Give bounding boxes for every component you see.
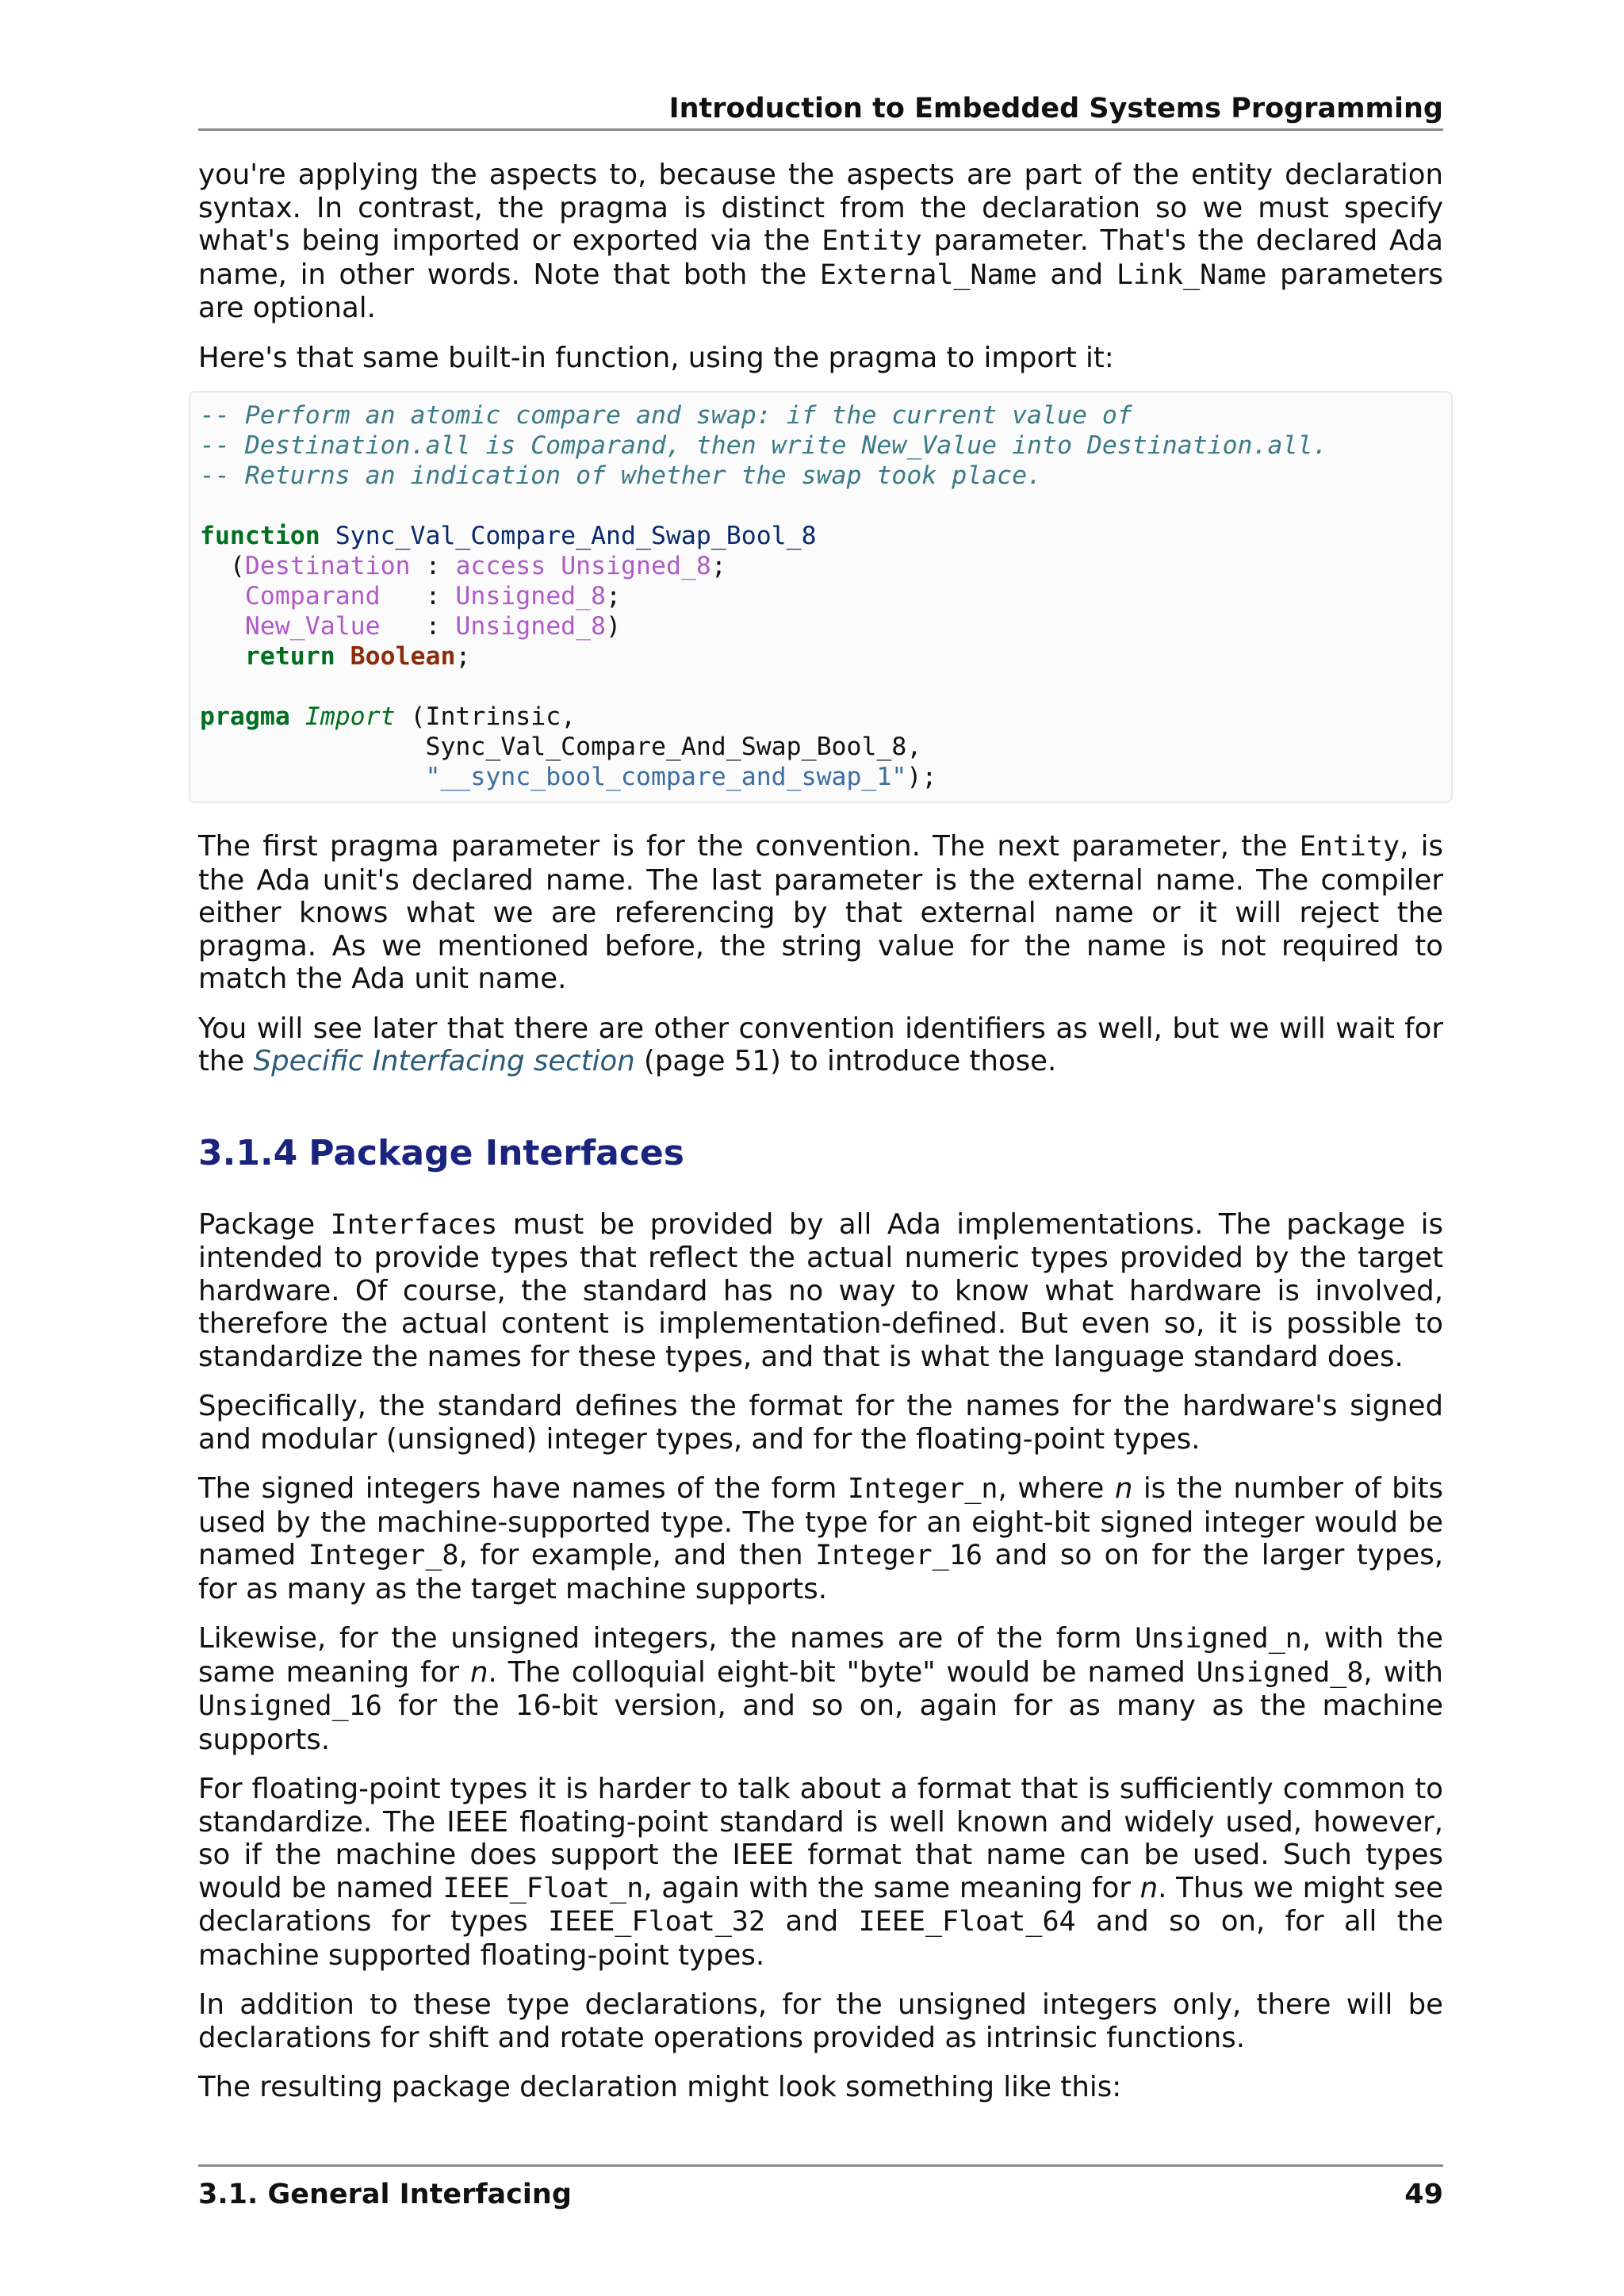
inline-code: Entity bbox=[822, 225, 922, 257]
code-parameter: Comparand bbox=[244, 582, 381, 610]
inline-code: Unsigned_16 bbox=[198, 1690, 382, 1722]
emphasis: n bbox=[469, 1655, 488, 1689]
code-line: Sync_Val_Compare_And_Swap_Bool_8, bbox=[425, 733, 922, 761]
code-parameter: New_Value bbox=[244, 612, 381, 641]
code-line: Comparand : Unsigned_8; bbox=[244, 582, 622, 610]
paragraph: Specifically, the standard defines the format for the names for the hardware's signed and modular (unsigned) integer types, and for the floating-point types. bbox=[198, 1390, 1443, 1456]
page-number: 49 bbox=[1404, 2179, 1443, 2210]
code-line bbox=[200, 521, 1442, 551]
code-comment: -- Returns an indication of whether the swap took place. bbox=[200, 461, 1043, 490]
inline-code: External_Name bbox=[819, 258, 1037, 291]
code-keyword: return bbox=[244, 642, 335, 671]
code-block bbox=[189, 391, 1453, 803]
inline-code: Unsigned_8 bbox=[1196, 1656, 1364, 1689]
section-heading bbox=[198, 1134, 1443, 1173]
section-title: Package Interfaces bbox=[308, 1132, 684, 1173]
code-pragma-name: Import bbox=[304, 702, 396, 731]
footer-section-title: 3.1. General Interfacing bbox=[198, 2179, 572, 2210]
paragraph: The resulting package declaration might look something like this: bbox=[198, 2071, 1122, 2103]
running-header bbox=[198, 89, 1443, 131]
code-type: Unsigned_8 bbox=[561, 552, 711, 580]
header-title: Introduction to Embedded Systems Programming bbox=[668, 93, 1443, 124]
page-content bbox=[198, 159, 1443, 2121]
paragraph: Here's that same built-in function, using the pragma to import it: bbox=[198, 341, 1114, 374]
code-keyword: access bbox=[455, 552, 546, 580]
code-blank-line bbox=[200, 491, 1442, 521]
paragraph: The signed integers have names of the form Integer_n, where n is the number of bits used by the machine-supported type. The type for an eight-bit signed integer would be named Integer_8, for example, and then Integer_16 and so on for the larger types, for as many as the target machine supports. bbox=[198, 1472, 1443, 1605]
inline-code: Integer_8 bbox=[308, 1540, 459, 1571]
paragraph: You will see later that there are other convention identifiers as well, but we will wait for the Specific Interfacing section (page 51) to introduce those. bbox=[198, 1012, 1443, 1077]
paragraph: Package Interfaces must be provided by all Ada implementations. The package is intended to provide types that reflect the actual numeric types provided by the target hardware. Of course, the standard has no way to know what hardware is involved, therefore the actual content is implementation-defined. But even so, it is possible to standardize the names for these types, and that is what the language standard does. bbox=[198, 1207, 1443, 1373]
code-type: Unsigned_8 bbox=[455, 582, 607, 610]
paragraph: you're applying the aspects to, because the aspects are part of the entity declaration syntax. In contrast, the pragma is distinct from the declaration so we must specify what's being imported or exported via the Entity parameter. That's the declared Ada name, in other words. Note that both the External_Name and Link_Name parameters are optional. bbox=[198, 159, 1444, 324]
code-comment: -- Destination.all is Comparand, then write New_Value into Destination.all. bbox=[200, 431, 1328, 460]
code-parameter: Destination bbox=[244, 552, 411, 580]
code-keyword: pragma bbox=[200, 702, 290, 731]
inline-code: Interfaces bbox=[330, 1208, 498, 1241]
running-footer bbox=[198, 2164, 1443, 2214]
code-line: New_Value : Unsigned_8) bbox=[244, 612, 622, 641]
code-string: "__sync_bool_compare_and_swap_1" bbox=[425, 763, 907, 791]
code-blank-line bbox=[200, 672, 1442, 702]
emphasis: n bbox=[1139, 1871, 1159, 1904]
paragraph: Likewise, for the unsigned integers, the names are of the form Unsigned_n, with the same meaning for n. The colloquial eight-bit "byte" would be named Unsigned_8, with Unsigned_16 for the 16-bit version, and so on, again for as many as the machine supports. bbox=[198, 1622, 1443, 1756]
inline-code: IEEE_Float_32 bbox=[548, 1906, 766, 1938]
document-page bbox=[198, 0, 1443, 2296]
code-line: pragma Import (Intrinsic, bbox=[200, 702, 576, 731]
code-line: (Destination : access Unsigned_8; bbox=[200, 552, 726, 580]
code-type: Unsigned_8 bbox=[455, 612, 607, 641]
emphasis: n bbox=[1114, 1472, 1133, 1505]
paragraph: For floating-point types it is harder to talk about a format that is sufficiently common to standardize. The IEEE floating-point standard is well known and widely used, however, so if the machine does support the IEEE format that name can be used. Such types would be named IEEE_Float_n, again with the same meaning for n. Thus we might see declarations for types IEEE_Float_32 and IEEE_Float_64 and so on, for all the machine supported floating-point types. bbox=[198, 1773, 1443, 1972]
inline-code: IEEE_Float_n bbox=[442, 1872, 644, 1904]
code-line: "__sync_bool_compare_and_swap_1"); bbox=[425, 763, 937, 791]
code-line: return Boolean; bbox=[244, 642, 471, 671]
code-keyword: function bbox=[200, 522, 320, 550]
inline-code: Unsigned_n bbox=[1135, 1623, 1302, 1655]
inline-code: IEEE_Float_64 bbox=[858, 1906, 1076, 1938]
cross-reference-link[interactable]: Specific Interfacing section bbox=[253, 1045, 635, 1077]
inline-code: Entity bbox=[1299, 831, 1400, 863]
inline-code: Integer_16 bbox=[815, 1540, 982, 1571]
paragraph: In addition to these type declarations, for the unsigned integers only, there will be declarations for shift and rotate operations provided as intrinsic functions. bbox=[198, 1988, 1443, 2054]
paragraph: The first pragma parameter is for the convention. The next parameter, the Entity, is the Ada unit's declared name. The last parameter is the external name. The compiler either knows what we are referencing by that external name or it will reject the pragma. As we mentioned before, the string value for the name is not required to match the Ada unit name. bbox=[198, 830, 1443, 995]
code-comment: -- Perform an atomic compare and swap: if the current value of bbox=[200, 401, 1132, 430]
code-builtin-type: Boolean bbox=[350, 642, 456, 671]
code-function-name: Sync_Val_Compare_And_Swap_Bool_8 bbox=[335, 522, 817, 550]
section-number: 3.1.4 bbox=[198, 1132, 298, 1173]
inline-code: Integer_n bbox=[847, 1473, 998, 1505]
inline-code: Link_Name bbox=[1116, 258, 1267, 291]
